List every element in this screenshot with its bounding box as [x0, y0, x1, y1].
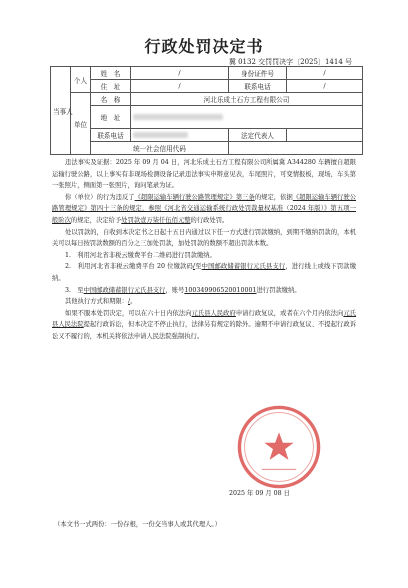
- org-address-label: 地 址: [91, 106, 131, 129]
- bank-name-1: 中国邮政储蓄银行元氏县支行: [201, 263, 286, 271]
- payment-method-1: 1. 利用河北省非税云缴费平台二维码进行罚款缴纳。: [65, 251, 216, 259]
- method3-text-a: 3. 至: [65, 286, 84, 294]
- violation-text-e: 的规定，决定给予: [70, 216, 122, 224]
- violation-text-g: 的行政处罚。: [190, 216, 229, 224]
- payment-code: /: [192, 263, 196, 271]
- id-value: /: [287, 67, 363, 80]
- name-label: 姓 名: [91, 67, 131, 80]
- credit-code-value: [229, 142, 363, 155]
- org-address-value: [131, 106, 363, 129]
- phone-label: 联系电话: [229, 80, 287, 93]
- document-number: 冀 0132 交罚罚决字〔2025〕1414 号: [228, 58, 352, 66]
- paragraph-facts: [52, 157, 356, 192]
- org-name-value: 河北乐成土石方工程有限公司: [131, 93, 363, 106]
- org-phone-label: 联系电话: [91, 129, 131, 142]
- method2-text-e: ，进行线上或线下罚款缴纳。: [52, 263, 357, 282]
- review-authority: 元氏县人民政府: [191, 309, 236, 317]
- party-info-table: [50, 66, 363, 155]
- document-body: [52, 157, 356, 343]
- legal-rep-label: 法定代表人: [229, 129, 287, 142]
- official-seal-icon: [236, 404, 322, 490]
- personal-label: 个人: [71, 67, 91, 93]
- paragraph-appeal: [52, 308, 356, 343]
- signature-date: 2025 年 09 月 08 日: [229, 490, 290, 497]
- facts-text: 2025 年 09 月 04 日，河北乐成土石方工程有限公司所属冀 A344280 车辆擅自超限运输行驶公路，以上事实有非现场检测设备记录违法事实申辩意见表，车尾照片，可变情报板，现场，车头第一张照片，侧面第一张照片，询问笔录为证。: [52, 159, 356, 190]
- bank-name-2: 中国邮政储蓄银行元氏县支行: [83, 286, 166, 294]
- org-phone-value: [131, 129, 229, 142]
- party-label: 当事人: [51, 67, 71, 155]
- method3-text-e: 进行罚款缴纳。: [256, 286, 301, 294]
- address-label: 住 址: [91, 80, 131, 93]
- method2-text-c: 至: [195, 263, 202, 271]
- document-footer-note: （本文书一式两份：一份存根，一份交当事人或其代理人。）: [54, 521, 221, 528]
- phone-value: /: [287, 80, 363, 93]
- other-methods-end: 。: [130, 298, 137, 306]
- other-methods-value: /: [127, 298, 131, 306]
- violation-text-a: 你（单位）的行为违反了: [65, 193, 135, 201]
- violated-regulation: 《超限运输车辆行驶公路管理规定》第三条: [134, 193, 255, 201]
- court-name: 元氏县人民法院: [52, 309, 357, 329]
- penalty-basis: 《超限运输车辆行驶公路管理规定》第四十三条的规定，参照《河北省交通运输系统行政处罚裁量权基准（2024 年版）》第五项一般阶次: [52, 193, 357, 224]
- appeal-text-c: 申请行政复议，或者在六个月内依法向: [235, 309, 344, 317]
- other-methods: [52, 296, 356, 308]
- bank-account: 100349906520010001: [184, 286, 257, 294]
- facts-heading: 违法事实及证据：: [65, 159, 116, 166]
- id-label: 身份证件号: [229, 67, 287, 80]
- redacted-phone: [133, 132, 188, 138]
- violation-text-c: 的规定，依据: [254, 193, 293, 201]
- penalty-amount: 处罚款壹万柒仟伍佰元整: [121, 216, 191, 224]
- org-name-label: 名 称: [91, 93, 131, 106]
- document-title: 行政处罚决定书: [144, 37, 264, 56]
- redacted-address: [133, 114, 223, 120]
- other-methods-label: 其他执行方式和期限：: [65, 298, 128, 306]
- credit-code-label: 统一社会信用代码: [91, 142, 229, 155]
- method3-text-c: ，账号: [165, 286, 185, 294]
- address-value: /: [131, 80, 229, 93]
- method2-text-a: 2. 利用河北省非税云缴费平台 20 位缴款码: [65, 263, 193, 271]
- unit-label: 单位: [71, 93, 91, 155]
- paragraph-violation: [52, 192, 356, 227]
- name-value: /: [131, 67, 229, 80]
- appeal-text-e: 提起行政诉讼，但本决定不停止执行，法律另有规定的除外。逾期不申请行政复议、不提起行政诉讼又不履行的，本机关将依法申请人民法院强制执行。: [52, 321, 357, 340]
- paragraph-payment-terms: 处以罚款的，自收到本决定书之日起十五日内通过以下任一方式进行罚款缴纳，到期不缴纳罚款的，本机关可以每日按罚款数额的百分之三加处罚款，加处罚款的数额不超出罚款本数。: [52, 228, 356, 248]
- appeal-text-a: 如果不服本处罚决定，可以在六十日内依法向: [65, 309, 192, 317]
- payment-method-3: [52, 285, 356, 297]
- payment-method-2: [52, 261, 356, 284]
- legal-rep-value: [287, 129, 363, 142]
